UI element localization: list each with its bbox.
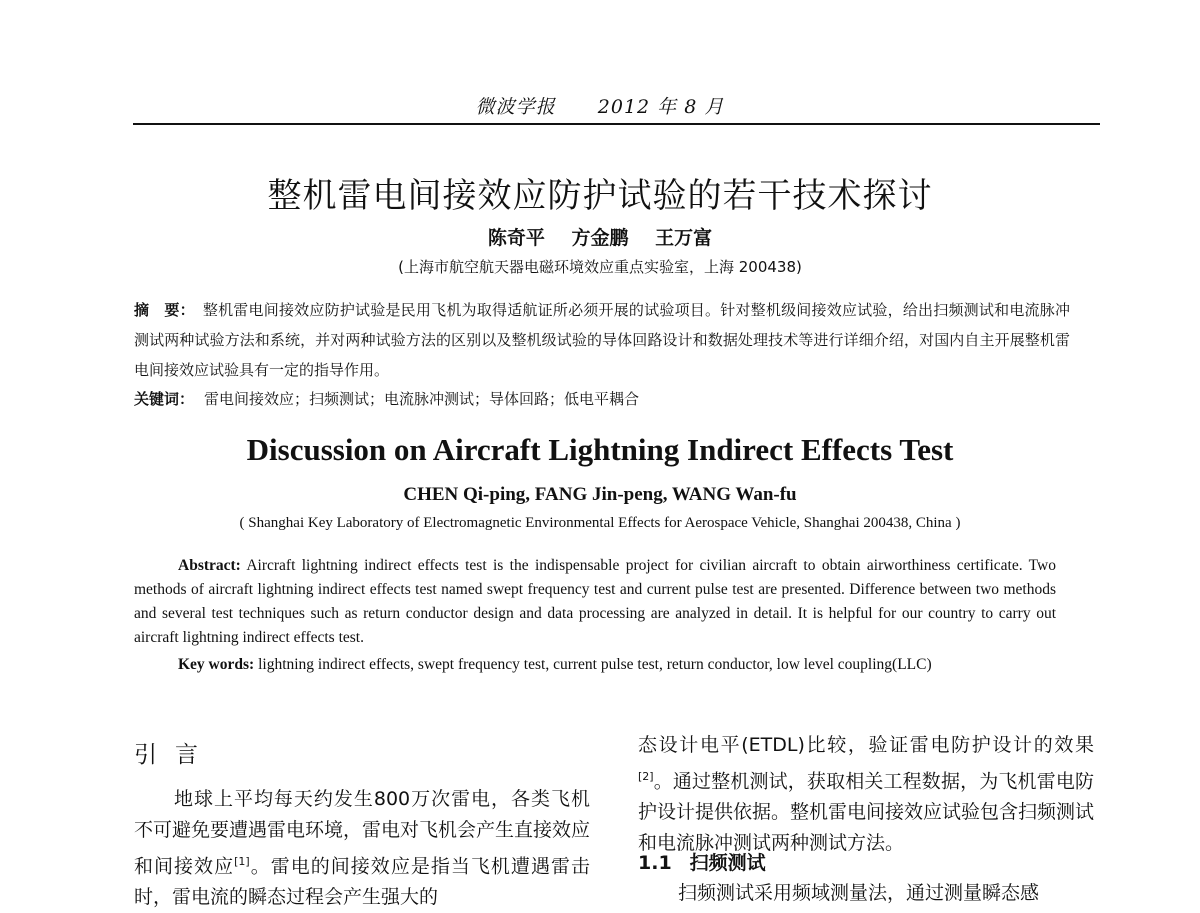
author-name: 王万富: [655, 227, 713, 249]
chinese-authors: [0, 223, 1200, 250]
paragraph-text: 。通过整机测试，获取相关工程数据，为飞机雷电防护设计提供依据。整机雷电间接效应试验包含扫频测试和电流脉冲测试两种测试方法。: [638, 770, 1095, 855]
section-heading-introduction: 引言: [134, 742, 216, 768]
english-keywords-label: Key words:: [178, 656, 255, 673]
english-abstract: [134, 554, 1056, 650]
subsection-heading: [638, 848, 766, 875]
chinese-affiliation: (上海市航空航天器电磁环境效应重点实验室，上海 200438): [398, 258, 802, 276]
english-affiliation: ( Shanghai Key Laboratory of Electromagnetic Environmental Effects for Aerospace Vehicle, Shanghai 200438, China ): [239, 515, 961, 531]
chinese-title: 整机雷电间接效应防护试验的若干技术探讨: [267, 176, 933, 216]
english-keywords: [134, 653, 1056, 677]
author-name: 方金鹏: [571, 227, 629, 249]
subsection-number: 1.1: [638, 852, 672, 874]
chinese-keywords-text: 雷电间接效应；扫频测试；电流脉冲测试；导体回路；低电平耦合: [204, 390, 640, 408]
chinese-abstract: [134, 295, 1070, 385]
chinese-abstract-text: 整机雷电间接效应防护试验是民用飞机为取得适航证所必须开展的试验项目。针对整机级间接效应试验，给出扫频测试和电流脉冲测试两种试验方法和系统，并对两种试验方法的区别以及整机级试验的导体回路设计和数据处理技术等进行详细介绍，对国内自主开展整机雷电间接效应试验具有一定的指导作用。: [134, 301, 1070, 379]
subsection-title: 扫频测试: [689, 852, 766, 874]
paragraph-text: 。雷电的间接效应是指当飞机遭遇雷击时，雷电流的瞬态过程会产生强大的: [134, 855, 590, 909]
english-abstract-label: Abstract:: [178, 557, 241, 574]
chinese-keywords: [134, 386, 1070, 412]
paragraph-text: 态设计电平(ETDL)比较，验证雷电防护设计的效果: [638, 734, 1094, 756]
english-keywords-text: lightning indirect effects, swept frequency test, current pulse test, return conductor, low level coupling(LLC): [258, 656, 932, 673]
journal-name: 微波学报: [475, 96, 556, 118]
english-abstract-text: Aircraft lightning indirect effects test is the indispensable project for civilian aircraft to obtain airworthiness certificate. Two methods of aircraft lightning indirect effects test named swept frequency test and current pulse test are presented. Difference between two methods and several test techniques such as return conductor design and data processing are analyzed in detail. It is helpful for our country to carry out aircraft lightning indirect effects test.: [134, 557, 1056, 646]
english-authors: CHEN Qi-ping, FANG Jin-peng, WANG Wan-fu: [403, 484, 797, 505]
english-title: Discussion on Aircraft Lightning Indirect Effects Test: [246, 432, 954, 467]
right-column-paragraph-2: 扫频测试采用频域测量法，通过测量瞬态感: [678, 882, 1040, 904]
issue-date: 2012 年 8 月: [597, 96, 725, 118]
paragraph-text: 地球上平均每天约发生800万次雷电，各类飞机不可避免要遭遇雷电环境，雷电对飞机会产生直接效应和间接效应: [134, 788, 591, 878]
running-head: [0, 92, 1200, 119]
right-column-paragraph: [638, 730, 1094, 859]
chinese-abstract-label: 摘 要：: [134, 301, 195, 319]
chinese-keywords-label: 关键词：: [134, 390, 195, 408]
header-rule: [133, 123, 1100, 125]
citation-ref: [1]: [234, 855, 250, 868]
author-name: 陈奇平: [487, 227, 545, 249]
citation-ref: [2]: [638, 770, 654, 783]
